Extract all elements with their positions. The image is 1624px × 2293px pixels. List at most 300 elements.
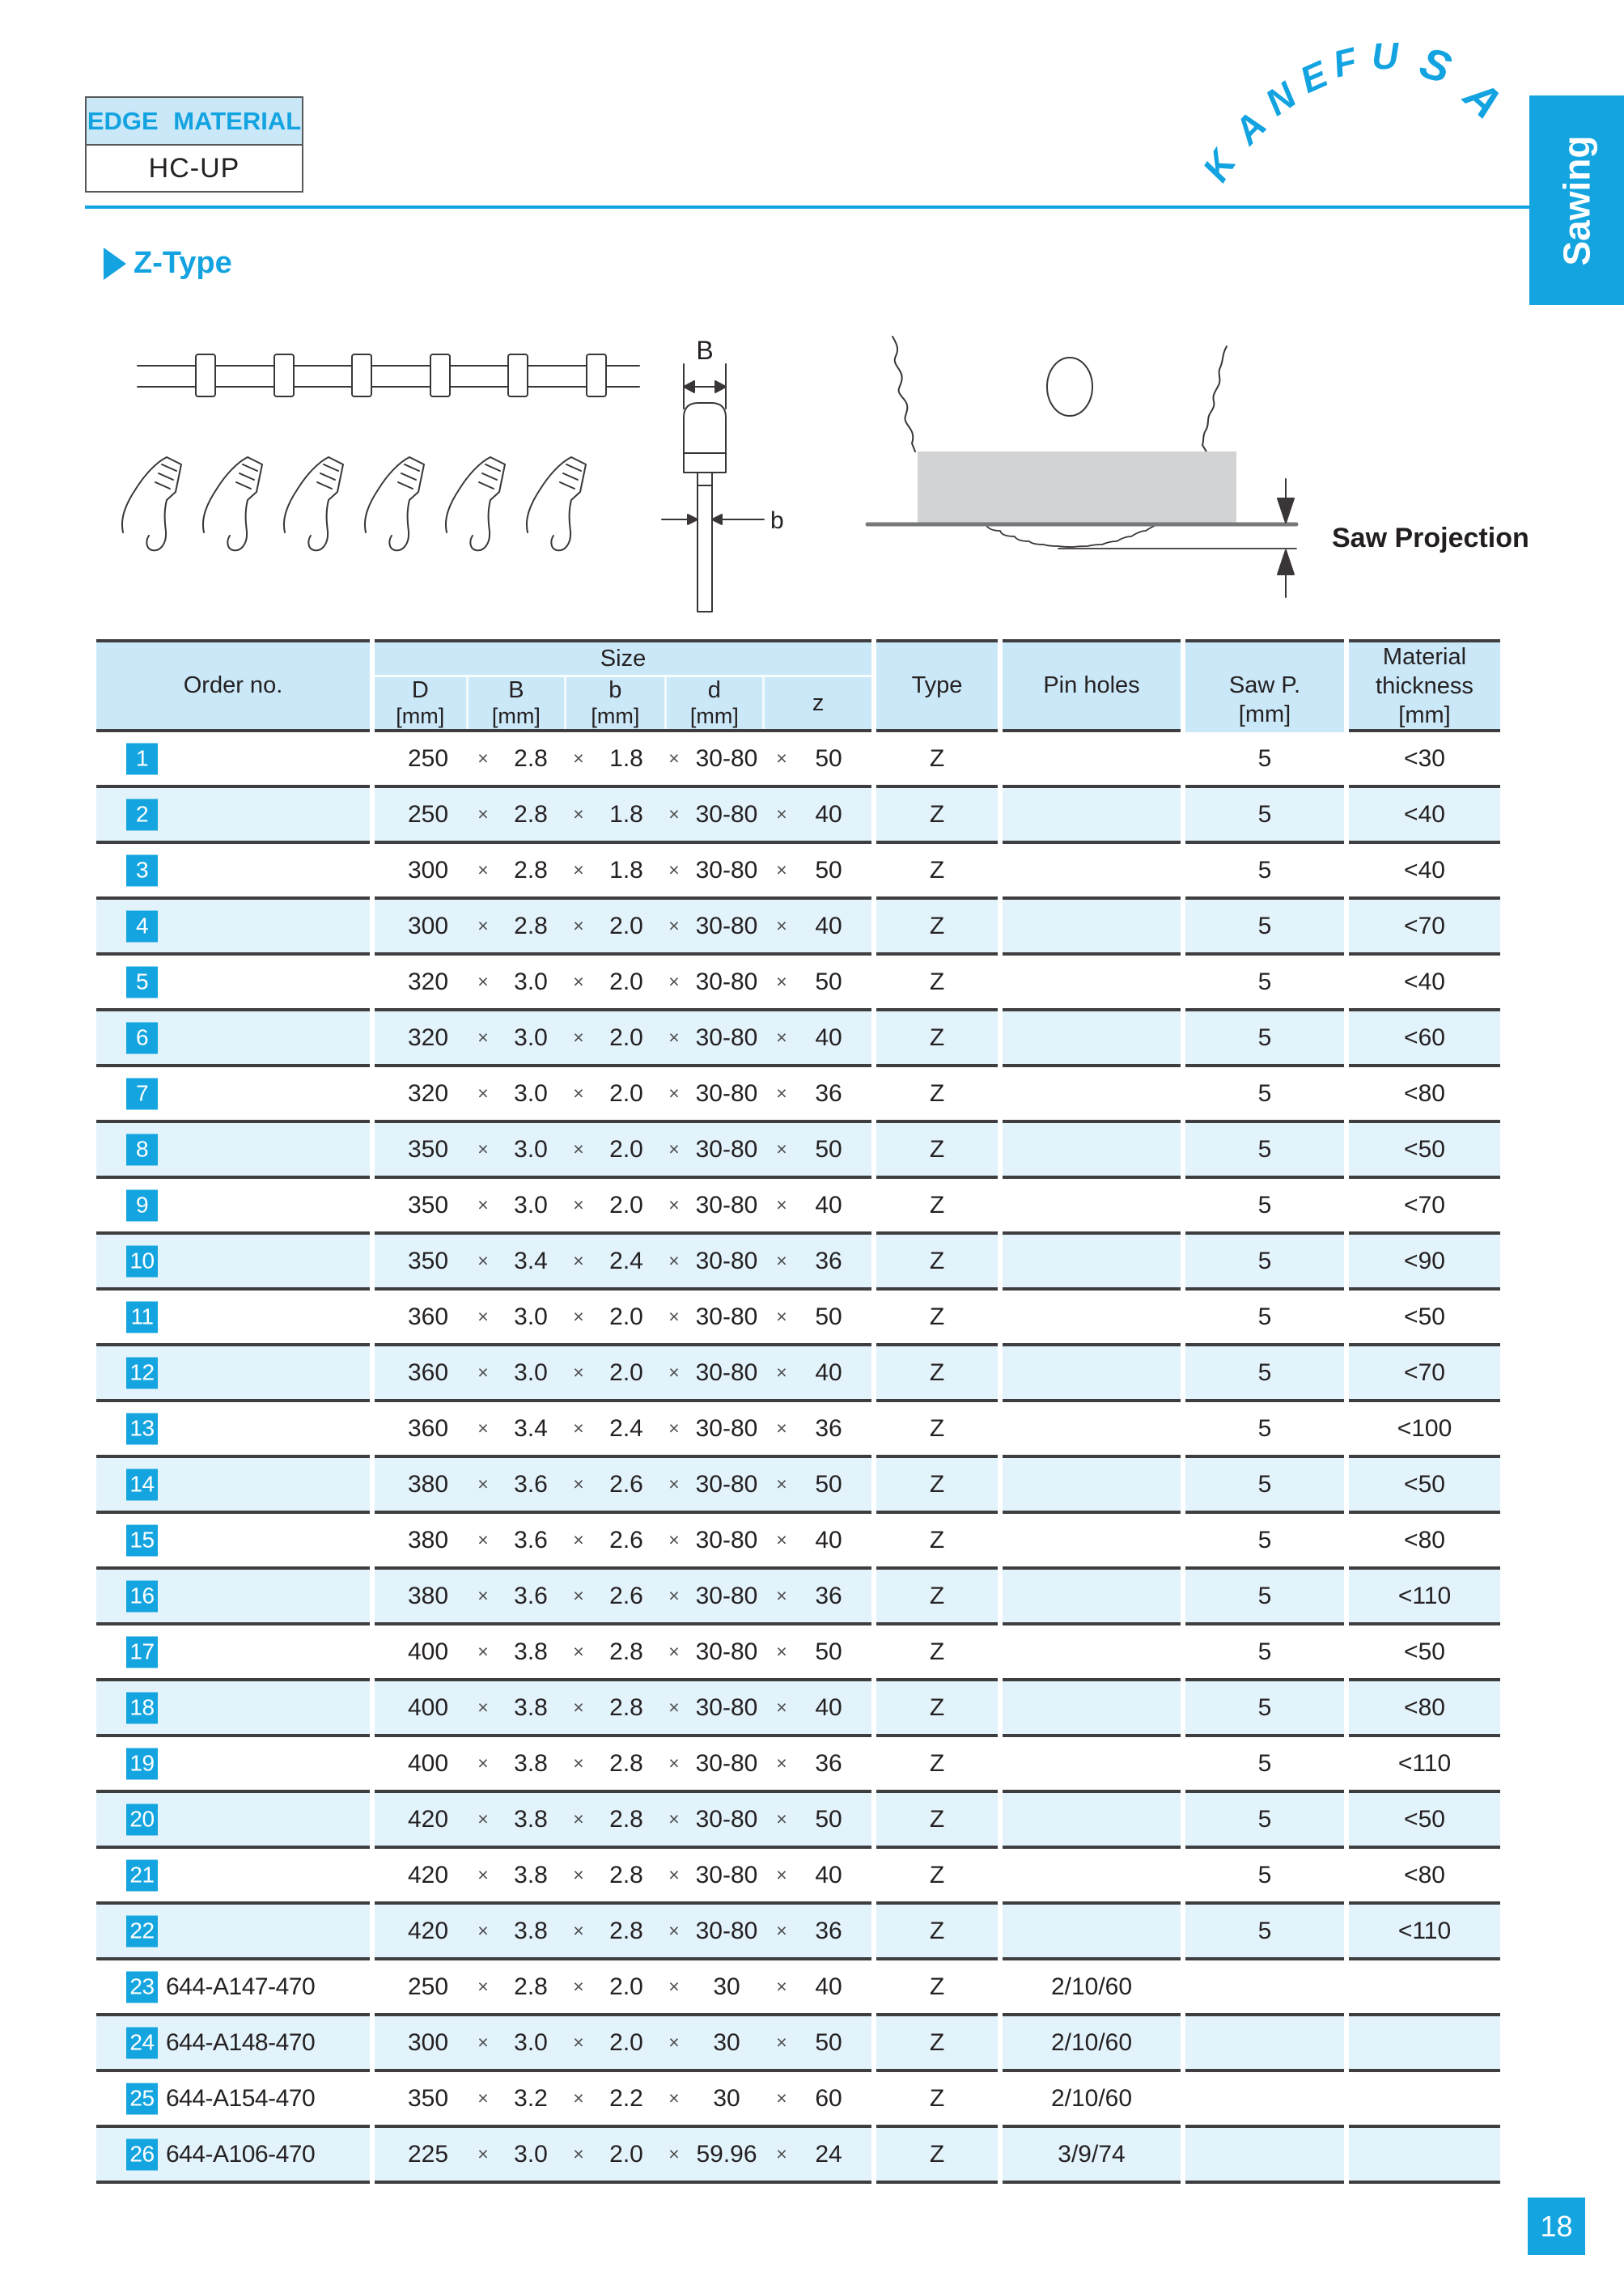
multiply-sign: × bbox=[573, 2032, 584, 2053]
table-row bbox=[96, 1291, 1500, 1346]
saw-projection-label: Saw Projection bbox=[1332, 523, 1529, 553]
header-pin-holes: Pin holes bbox=[1003, 639, 1181, 732]
saw-p-cell: 5 bbox=[1185, 900, 1344, 956]
size-b: 2.0 bbox=[609, 2028, 643, 2056]
type-cell: Z bbox=[876, 2072, 998, 2128]
size-d: 30-80 bbox=[695, 1749, 758, 1777]
multiply-sign: × bbox=[668, 1306, 680, 1327]
size-B: 3.0 bbox=[514, 968, 548, 995]
row-number-badge: 11 bbox=[126, 1301, 158, 1333]
row-number-badge: 20 bbox=[126, 1803, 158, 1835]
multiply-sign: × bbox=[477, 1808, 489, 1829]
table-row bbox=[96, 1793, 1500, 1849]
order-cell bbox=[96, 2016, 370, 2072]
multiply-sign: × bbox=[668, 1808, 680, 1829]
size-D: 420 bbox=[407, 1805, 449, 1833]
type-cell: Z bbox=[876, 1346, 998, 1402]
saw-p-cell bbox=[1185, 2016, 1344, 2072]
size-b: 2.0 bbox=[609, 1973, 643, 2000]
order-cell bbox=[96, 1402, 370, 1458]
pin-holes-cell: 2/10/60 bbox=[1003, 1960, 1181, 2016]
multiply-sign: × bbox=[573, 915, 584, 936]
size-D: 360 bbox=[407, 1414, 449, 1442]
material-thickness-cell: <80 bbox=[1349, 1849, 1500, 1905]
size-D: 225 bbox=[407, 2140, 449, 2168]
order-cell bbox=[96, 900, 370, 956]
row-number-badge: 2 bbox=[126, 799, 158, 830]
size-b: 2.8 bbox=[609, 1638, 643, 1665]
type-cell: Z bbox=[876, 1793, 998, 1849]
multiply-sign: × bbox=[477, 1585, 489, 1606]
size-b: 2.0 bbox=[609, 2140, 643, 2168]
multiply-sign: × bbox=[573, 1027, 584, 1048]
table-row bbox=[96, 1067, 1500, 1123]
material-thickness-cell bbox=[1349, 1960, 1500, 2016]
multiply-sign: × bbox=[668, 1976, 680, 1997]
pin-holes-cell bbox=[1003, 900, 1181, 956]
size-d: 30-80 bbox=[695, 1414, 758, 1442]
multiply-sign: × bbox=[573, 1138, 584, 1159]
multiply-sign: × bbox=[573, 1697, 584, 1718]
type-cell: Z bbox=[876, 1570, 998, 1625]
saw-p-cell: 5 bbox=[1185, 1011, 1344, 1067]
saw-p-cell: 5 bbox=[1185, 1067, 1344, 1123]
multiply-sign: × bbox=[477, 1641, 489, 1662]
order-cell bbox=[96, 1346, 370, 1402]
tooth-profile-view bbox=[122, 457, 586, 550]
size-D: 400 bbox=[407, 1693, 449, 1721]
header-saw-p: Saw P. [mm] bbox=[1185, 639, 1344, 735]
brand-letter: A bbox=[1225, 103, 1274, 153]
order-cell bbox=[96, 1011, 370, 1067]
saw-p-cell: 5 bbox=[1185, 1793, 1344, 1849]
table-row bbox=[96, 2016, 1500, 2072]
size-cell bbox=[375, 1737, 871, 1793]
size-b: 2.6 bbox=[609, 1470, 643, 1498]
size-d: 30-80 bbox=[695, 856, 758, 884]
size-z: 36 bbox=[815, 1917, 842, 1944]
row-number-badge: 1 bbox=[126, 743, 158, 774]
brand-letter: K bbox=[1194, 142, 1245, 189]
size-D: 250 bbox=[407, 800, 449, 828]
size-B: 3.0 bbox=[514, 1135, 548, 1163]
size-b: 2.8 bbox=[609, 1749, 643, 1777]
row-number-badge: 9 bbox=[126, 1189, 158, 1221]
material-thickness-cell: <110 bbox=[1349, 1570, 1500, 1625]
multiply-sign: × bbox=[477, 1473, 489, 1494]
size-cell bbox=[375, 1514, 871, 1570]
row-number-badge: 24 bbox=[126, 2027, 158, 2058]
size-D: 350 bbox=[407, 2084, 449, 2112]
size-cell bbox=[375, 1179, 871, 1235]
multiply-sign: × bbox=[668, 2143, 680, 2164]
size-B: 3.8 bbox=[514, 1693, 548, 1721]
size-B: 3.8 bbox=[514, 1861, 548, 1888]
multiply-sign: × bbox=[668, 1138, 680, 1159]
multiply-sign: × bbox=[573, 1083, 584, 1104]
multiply-sign: × bbox=[776, 1250, 787, 1271]
multiply-sign: × bbox=[573, 1641, 584, 1662]
type-cell: Z bbox=[876, 788, 998, 844]
multiply-sign: × bbox=[477, 1697, 489, 1718]
size-z: 36 bbox=[815, 1247, 842, 1274]
size-z: 50 bbox=[815, 2028, 842, 2056]
size-D: 300 bbox=[407, 2028, 449, 2056]
size-D: 320 bbox=[407, 1079, 449, 1107]
header-col-B: B [mm] bbox=[466, 677, 565, 729]
multiply-sign: × bbox=[477, 1864, 489, 1885]
header-size-columns bbox=[375, 677, 871, 729]
size-z: 50 bbox=[815, 1805, 842, 1833]
saw-p-cell: 5 bbox=[1185, 1235, 1344, 1291]
sawing-side-tab bbox=[1529, 95, 1624, 305]
multiply-sign: × bbox=[776, 1697, 787, 1718]
size-z: 24 bbox=[815, 2140, 842, 2168]
saw-p-cell: 5 bbox=[1185, 1570, 1344, 1625]
size-d: 30-80 bbox=[695, 1358, 758, 1386]
multiply-sign: × bbox=[668, 1585, 680, 1606]
size-B: 2.8 bbox=[514, 912, 548, 939]
order-cell bbox=[96, 1849, 370, 1905]
size-D: 300 bbox=[407, 912, 449, 939]
saw-p-cell: 5 bbox=[1185, 1905, 1344, 1960]
material-thickness-cell: <30 bbox=[1349, 732, 1500, 788]
size-cell bbox=[375, 1625, 871, 1681]
pin-holes-cell bbox=[1003, 1849, 1181, 1905]
multiply-sign: × bbox=[477, 859, 489, 880]
multiply-sign: × bbox=[776, 1808, 787, 1829]
multiply-sign: × bbox=[477, 2143, 489, 2164]
size-z: 40 bbox=[815, 1358, 842, 1386]
size-z: 40 bbox=[815, 1861, 842, 1888]
row-number-badge: 18 bbox=[126, 1692, 158, 1723]
size-B: 3.4 bbox=[514, 1247, 548, 1274]
size-D: 360 bbox=[407, 1303, 449, 1330]
material-thickness-cell: <70 bbox=[1349, 900, 1500, 956]
material-thickness-cell bbox=[1349, 2072, 1500, 2128]
material-thickness-cell bbox=[1349, 2128, 1500, 2184]
saw-p-cell: 5 bbox=[1185, 1625, 1344, 1681]
multiply-sign: × bbox=[776, 1418, 787, 1439]
multiply-sign: × bbox=[573, 859, 584, 880]
page-number-badge: 18 bbox=[1528, 2198, 1585, 2255]
size-cell bbox=[375, 2072, 871, 2128]
multiply-sign: × bbox=[573, 1976, 584, 1997]
size-z: 40 bbox=[815, 1973, 842, 2000]
pin-holes-cell bbox=[1003, 1402, 1181, 1458]
row-number-badge: 8 bbox=[126, 1134, 158, 1165]
material-thickness-cell: <110 bbox=[1349, 1905, 1500, 1960]
material-thickness-cell: <80 bbox=[1349, 1514, 1500, 1570]
multiply-sign: × bbox=[776, 1362, 787, 1383]
pin-holes-cell: 2/10/60 bbox=[1003, 2072, 1181, 2128]
size-d: 30-80 bbox=[695, 1247, 758, 1274]
size-b: 2.4 bbox=[609, 1247, 643, 1274]
multiply-sign: × bbox=[477, 1306, 489, 1327]
size-d: 30-80 bbox=[695, 1805, 758, 1833]
size-B: 2.8 bbox=[514, 1973, 548, 2000]
multiply-sign: × bbox=[477, 1920, 489, 1941]
order-cell bbox=[96, 1458, 370, 1514]
type-cell: Z bbox=[876, 1011, 998, 1067]
multiply-sign: × bbox=[573, 1753, 584, 1774]
order-cell bbox=[96, 956, 370, 1011]
saw-p-cell: 5 bbox=[1185, 1402, 1344, 1458]
multiply-sign: × bbox=[776, 1194, 787, 1215]
pin-holes-cell bbox=[1003, 1011, 1181, 1067]
type-cell: Z bbox=[876, 1849, 998, 1905]
size-z: 40 bbox=[815, 1024, 842, 1051]
size-B: 3.0 bbox=[514, 1303, 548, 1330]
multiply-sign: × bbox=[477, 1138, 489, 1159]
row-number-badge: 26 bbox=[126, 2138, 158, 2170]
multiply-sign: × bbox=[668, 1920, 680, 1941]
row-number-badge: 22 bbox=[126, 1915, 158, 1947]
size-b: 2.0 bbox=[609, 1358, 643, 1386]
multiply-sign: × bbox=[776, 1864, 787, 1885]
pin-holes-cell bbox=[1003, 1179, 1181, 1235]
table-rows bbox=[96, 732, 1500, 2184]
size-b: 2.8 bbox=[609, 1805, 643, 1833]
saw-projection-diagram bbox=[867, 337, 1296, 597]
saw-p-cell: 5 bbox=[1185, 1737, 1344, 1793]
table-row bbox=[96, 1849, 1500, 1905]
saw-p-cell bbox=[1185, 1960, 1344, 2016]
multiply-sign: × bbox=[477, 1027, 489, 1048]
pin-holes-cell bbox=[1003, 1514, 1181, 1570]
multiply-sign: × bbox=[573, 1864, 584, 1885]
saw-p-cell: 5 bbox=[1185, 732, 1344, 788]
size-z: 50 bbox=[815, 1638, 842, 1665]
multiply-sign: × bbox=[573, 1529, 584, 1550]
row-number-badge: 10 bbox=[126, 1245, 158, 1277]
multiply-sign: × bbox=[477, 803, 489, 824]
pin-holes-cell bbox=[1003, 1235, 1181, 1291]
saw-p-cell: 5 bbox=[1185, 1849, 1344, 1905]
pin-holes-cell bbox=[1003, 1570, 1181, 1625]
table-row bbox=[96, 1514, 1500, 1570]
size-cell bbox=[375, 732, 871, 788]
multiply-sign: × bbox=[477, 1753, 489, 1774]
multiply-sign: × bbox=[668, 2032, 680, 2053]
multiply-sign: × bbox=[477, 2087, 489, 2109]
multiply-sign: × bbox=[668, 1697, 680, 1718]
table-row bbox=[96, 1570, 1500, 1625]
dimension-label-b: b bbox=[770, 507, 784, 534]
order-number: 644-A148-470 bbox=[166, 2028, 316, 2056]
size-cell bbox=[375, 1960, 871, 2016]
size-B: 3.0 bbox=[514, 1358, 548, 1386]
multiply-sign: × bbox=[776, 1529, 787, 1550]
brand-letter: E bbox=[1293, 53, 1334, 101]
size-z: 60 bbox=[815, 2084, 842, 2112]
size-D: 250 bbox=[407, 1973, 449, 2000]
pin-holes-cell bbox=[1003, 1737, 1181, 1793]
type-cell: Z bbox=[876, 1625, 998, 1681]
size-cell bbox=[375, 1458, 871, 1514]
type-cell: Z bbox=[876, 844, 998, 900]
multiply-sign: × bbox=[573, 803, 584, 824]
size-b: 2.0 bbox=[609, 1191, 643, 1219]
row-number-badge: 15 bbox=[126, 1524, 158, 1556]
edge-material-label: EDGE MATERIAL bbox=[87, 98, 302, 146]
type-cell: Z bbox=[876, 1123, 998, 1179]
type-cell: Z bbox=[876, 1681, 998, 1737]
size-d: 30 bbox=[713, 2084, 740, 2112]
multiply-sign: × bbox=[573, 1362, 584, 1383]
size-B: 3.4 bbox=[514, 1414, 548, 1442]
multiply-sign: × bbox=[776, 2032, 787, 2053]
material-thickness-cell: <70 bbox=[1349, 1346, 1500, 1402]
multiply-sign: × bbox=[668, 1418, 680, 1439]
size-b: 2.0 bbox=[609, 912, 643, 939]
saw-p-cell: 5 bbox=[1185, 844, 1344, 900]
size-cell bbox=[375, 1346, 871, 1402]
pin-holes-cell bbox=[1003, 1681, 1181, 1737]
saw-p-cell: 5 bbox=[1185, 1681, 1344, 1737]
size-b: 2.0 bbox=[609, 1024, 643, 1051]
row-number-badge: 21 bbox=[126, 1859, 158, 1891]
type-cell: Z bbox=[876, 1235, 998, 1291]
size-D: 420 bbox=[407, 1917, 449, 1944]
sawing-tab-label: Sawing bbox=[1555, 134, 1598, 266]
size-b: 2.0 bbox=[609, 1079, 643, 1107]
multiply-sign: × bbox=[776, 1306, 787, 1327]
size-B: 2.8 bbox=[514, 856, 548, 884]
row-number-badge: 25 bbox=[126, 2083, 158, 2114]
multiply-sign: × bbox=[776, 2087, 787, 2109]
size-d: 30-80 bbox=[695, 1135, 758, 1163]
size-B: 3.0 bbox=[514, 1191, 548, 1219]
multiply-sign: × bbox=[573, 748, 584, 769]
order-cell bbox=[96, 1905, 370, 1960]
multiply-sign: × bbox=[776, 859, 787, 880]
multiply-sign: × bbox=[668, 1864, 680, 1885]
size-D: 300 bbox=[407, 856, 449, 884]
material-thickness-cell: <80 bbox=[1349, 1681, 1500, 1737]
size-cell bbox=[375, 1067, 871, 1123]
material-thickness-cell bbox=[1349, 2016, 1500, 2072]
brand-letter: S bbox=[1414, 37, 1457, 94]
triangle-bullet-icon bbox=[104, 248, 126, 280]
material-thickness-cell: <40 bbox=[1349, 788, 1500, 844]
order-cell bbox=[96, 1625, 370, 1681]
size-b: 2.0 bbox=[609, 968, 643, 995]
row-number-badge: 17 bbox=[126, 1636, 158, 1668]
size-d: 30-80 bbox=[695, 1303, 758, 1330]
size-z: 50 bbox=[815, 1303, 842, 1330]
size-cell bbox=[375, 1291, 871, 1346]
multiply-sign: × bbox=[573, 1585, 584, 1606]
header-col-b: b [mm] bbox=[564, 677, 664, 729]
material-thickness-cell: <40 bbox=[1349, 956, 1500, 1011]
size-cell bbox=[375, 1123, 871, 1179]
multiply-sign: × bbox=[477, 1083, 489, 1104]
multiply-sign: × bbox=[477, 1976, 489, 1997]
row-number-badge: 19 bbox=[126, 1748, 158, 1779]
size-D: 250 bbox=[407, 744, 449, 772]
material-thickness-cell: <40 bbox=[1349, 844, 1500, 900]
order-cell bbox=[96, 788, 370, 844]
multiply-sign: × bbox=[668, 2087, 680, 2109]
size-z: 36 bbox=[815, 1414, 842, 1442]
size-d: 30-80 bbox=[695, 1638, 758, 1665]
order-number: 644-A147-470 bbox=[166, 1973, 316, 2000]
size-D: 420 bbox=[407, 1861, 449, 1888]
size-B: 3.0 bbox=[514, 1024, 548, 1051]
multiply-sign: × bbox=[776, 1473, 787, 1494]
multiply-sign: × bbox=[776, 803, 787, 824]
multiply-sign: × bbox=[573, 971, 584, 992]
header-col-D: D [mm] bbox=[396, 677, 445, 728]
material-thickness-cell: <90 bbox=[1349, 1235, 1500, 1291]
multiply-sign: × bbox=[477, 1362, 489, 1383]
section-heading bbox=[104, 246, 232, 281]
size-D: 380 bbox=[407, 1470, 449, 1498]
saw-p-cell bbox=[1185, 2128, 1344, 2184]
multiply-sign: × bbox=[776, 2143, 787, 2164]
order-cell bbox=[96, 1123, 370, 1179]
edge-material-box bbox=[85, 96, 303, 193]
size-D: 350 bbox=[407, 1135, 449, 1163]
type-cell: Z bbox=[876, 1458, 998, 1514]
spec-table-header bbox=[96, 639, 1500, 735]
multiply-sign: × bbox=[477, 971, 489, 992]
pin-holes-cell bbox=[1003, 956, 1181, 1011]
order-cell bbox=[96, 1291, 370, 1346]
multiply-sign: × bbox=[668, 915, 680, 936]
table-row bbox=[96, 1625, 1500, 1681]
order-cell bbox=[96, 2128, 370, 2184]
size-z: 36 bbox=[815, 1079, 842, 1107]
size-b: 2.0 bbox=[609, 1303, 643, 1330]
size-D: 320 bbox=[407, 968, 449, 995]
pin-holes-cell bbox=[1003, 1346, 1181, 1402]
brand-letter: U bbox=[1371, 34, 1400, 78]
size-d: 30-80 bbox=[695, 1861, 758, 1888]
multiply-sign: × bbox=[668, 748, 680, 769]
multiply-sign: × bbox=[776, 1138, 787, 1159]
table-row bbox=[96, 1123, 1500, 1179]
row-number-badge: 6 bbox=[126, 1022, 158, 1053]
tooth-cross-section bbox=[662, 364, 764, 612]
size-d: 30-80 bbox=[695, 744, 758, 772]
type-cell: Z bbox=[876, 1402, 998, 1458]
multiply-sign: × bbox=[477, 1418, 489, 1439]
multiply-sign: × bbox=[668, 1083, 680, 1104]
pin-holes-cell bbox=[1003, 1625, 1181, 1681]
multiply-sign: × bbox=[776, 1753, 787, 1774]
pin-holes-cell bbox=[1003, 1793, 1181, 1849]
order-number: 644-A106-470 bbox=[166, 2140, 316, 2168]
multiply-sign: × bbox=[573, 1194, 584, 1215]
size-cell bbox=[375, 1793, 871, 1849]
size-cell bbox=[375, 1235, 871, 1291]
multiply-sign: × bbox=[776, 1083, 787, 1104]
size-B: 2.8 bbox=[514, 744, 548, 772]
row-number-badge: 12 bbox=[126, 1357, 158, 1388]
row-number-badge: 13 bbox=[126, 1413, 158, 1444]
size-z: 50 bbox=[815, 856, 842, 884]
size-b: 2.8 bbox=[609, 1693, 643, 1721]
size-b: 2.0 bbox=[609, 1135, 643, 1163]
multiply-sign: × bbox=[668, 1362, 680, 1383]
size-d: 30-80 bbox=[695, 1526, 758, 1553]
table-row bbox=[96, 1458, 1500, 1514]
header-size-group bbox=[375, 639, 871, 732]
material-thickness-cell: <50 bbox=[1349, 1291, 1500, 1346]
multiply-sign: × bbox=[573, 1473, 584, 1494]
